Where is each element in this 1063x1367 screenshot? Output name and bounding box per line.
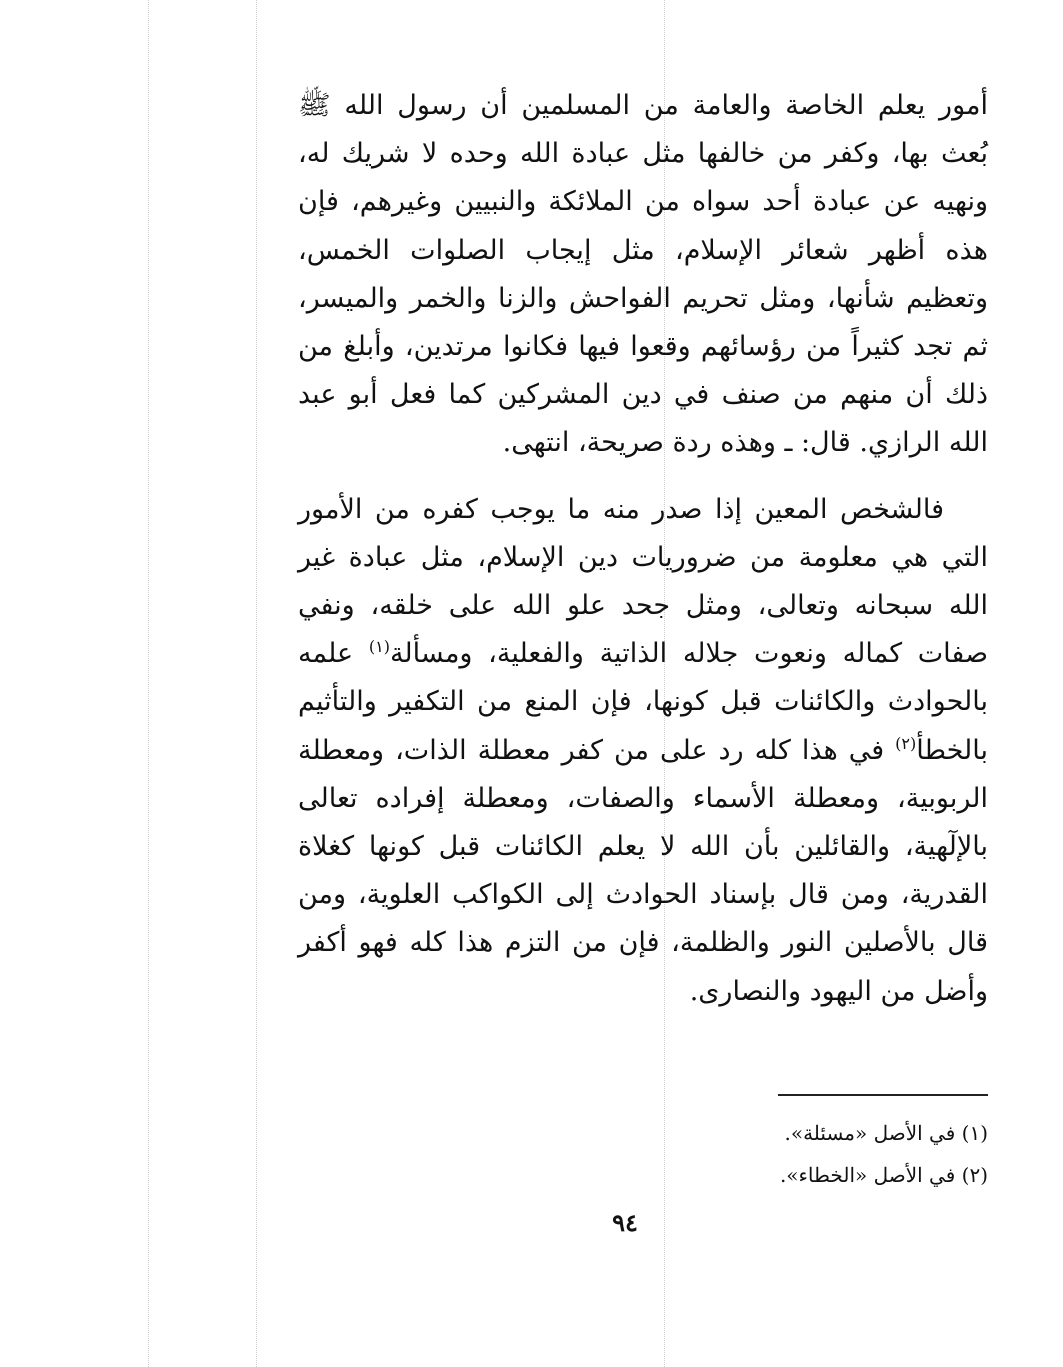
paragraph-2-part-3: في هذا كله رد على من كفر معطلة الذات، ومعطلة الربوبية، ومعطلة الأسماء والصفات، ومعطلة إفراده تعالى بالإلٓهية، والقائلين بأن الله لا يعلم الكائنات قبل كونها كغلاة القدرية، ومن قال بإسناد الحوادث إلى الكواكب العلوية، ومن قال بالأصلين النور والظلمة، فإن من التزم هذا كله فهو أكفر وأضل من اليهود والنصارى. (298, 734, 988, 1007)
page-body (298, 82, 988, 1016)
page-number: ٩٤ (612, 1208, 638, 1237)
scan-artifact-line (148, 0, 149, 1367)
paragraph-1-text: أمور يعلم الخاصة والعامة من المسلمين أن رسول الله ﷺ بُعث بها، وكفر من خالفها مثل عبادة الله وحده لا شريك له، ونهيه عن عبادة أحد سواه من الملائكة والنبيين وغيرهم، فإن هذه أظهر شعائر الإسلام، مثل إيجاب الصلوات الخمس، وتعظيم شأنها، ومثل تحريم الفواحش والزنا والخمر والميسر، ثم تجد كثيراً من رؤسائهم وقعوا فيها فكانوا مرتدين، وأبلغ من ذلك أن منهم من صنف في دين المشركين كما فعل أبو عبد الله الرازي. قال: ـ وهذه ردة صريحة، انتهى. (298, 90, 988, 459)
footnotes (780, 1112, 988, 1196)
paragraph-2-part-2: علمه بالحوادث والكائنات قبل كونها، فإن المنع من التكفير والتأثيم بالخطأ (298, 638, 988, 766)
footnote-ref-1: (١) (368, 637, 390, 657)
paragraph-1 (298, 82, 988, 468)
paragraph-2-part-1: فالشخص المعين إذا صدر منه ما يوجب كفره من الأمور التي هي معلومة من ضروريات دين الإسلام، مثل عبادة غير الله سبحانه وتعالى، ومثل جحد علو الله على خلقه، ونفي صفات كماله ونعوت جلاله الذاتية والفعلية، ومسألة (298, 493, 988, 670)
footnote-1: (١) في الأصل «مسئلة». (784, 1121, 988, 1145)
scan-artifact-line (256, 0, 257, 1367)
footnote-ref-2: (٢) (895, 733, 917, 753)
footnote-2: (٢) في الأصل «الخطاء». (779, 1163, 988, 1187)
paragraph-2-text (298, 486, 988, 1016)
footnote-divider (778, 1094, 988, 1096)
paragraph-2 (298, 486, 988, 1016)
